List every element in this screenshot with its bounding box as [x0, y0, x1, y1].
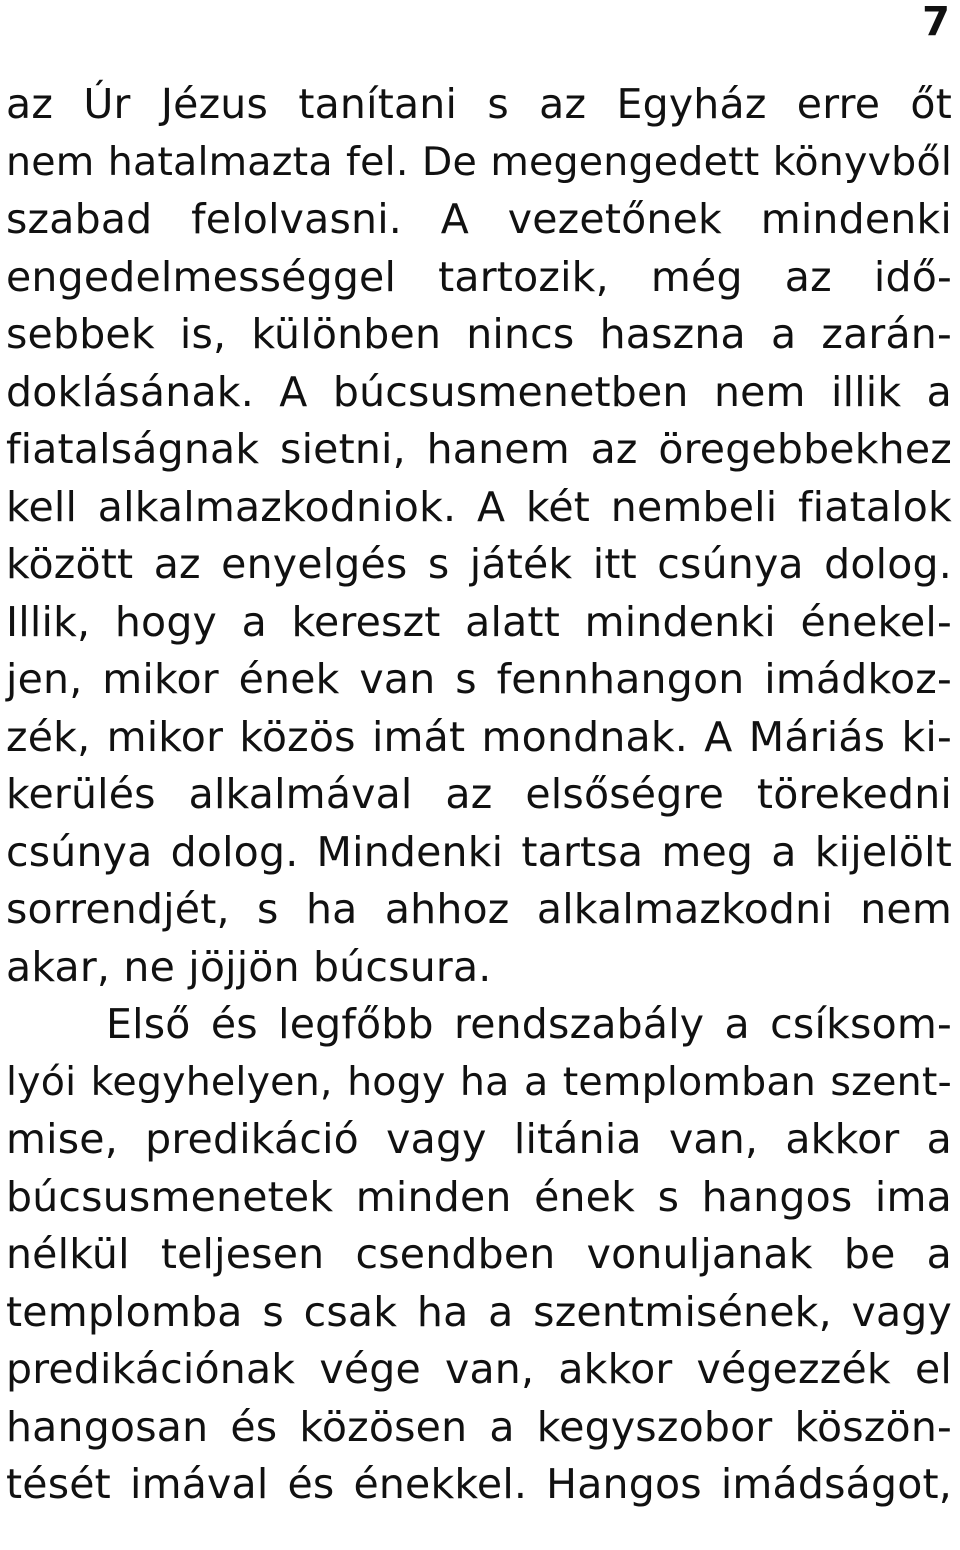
text-line: doklásának. A búcsusmenetben nem illik a — [6, 367, 952, 416]
page-number: 7 — [922, 0, 950, 45]
text-line: Illik, hogy a kereszt alatt mindenki énekel- — [6, 597, 952, 646]
text-line: akar, ne jöjjön búcsura. — [6, 942, 492, 991]
text-line: fiatalságnak sietni, hanem az öregebbekhez — [6, 425, 952, 473]
text-line: engedelmességgel tartozik, még az idő- — [6, 252, 952, 301]
text-line: búcsusmenetek minden ének s hangos ima — [6, 1172, 952, 1221]
text-line: kerülés alkalmával az elsőségre törekedni — [6, 770, 952, 818]
text-line: sorrendjét, s ha ahhoz alkalmazkodni nem — [6, 885, 952, 933]
text-line: mise, predikáció vagy litánia van, akkor a — [6, 1115, 952, 1163]
text-line: nem hatalmazta fel. De megengedett könyvből — [6, 138, 952, 185]
text-line: lyói kegyhelyen, hogy ha a templomban szent- — [6, 1058, 952, 1105]
text-line: között az enyelgés s játék itt csúnya dolog. — [6, 540, 952, 588]
text-line: jen, mikor ének van s fennhangon imádkoz- — [6, 655, 952, 703]
text-line: az Úr Jézus tanítani s az Egyház erre őt — [6, 80, 952, 128]
text-line: sebbek is, különben nincs haszna a zarán- — [6, 310, 952, 358]
text-line: tését imával és énekkel. Hangos imádságot, — [6, 1460, 952, 1508]
paragraph-first-line: Első és legfőbb rendszabály a csíksom- — [106, 1000, 952, 1048]
text-line: hangosan és közösen a kegyszobor köszön- — [6, 1402, 952, 1451]
text-line: nélkül teljesen csendben vonuljanak be a — [6, 1230, 952, 1278]
text-line: csúnya dolog. Mindenki tartsa meg a kijelölt — [6, 827, 952, 876]
text-line: kell alkalmazkodniok. A két nembeli fiatalok — [6, 482, 952, 531]
text-line: szabad felolvasni. A vezetőnek mindenki — [6, 195, 952, 243]
text-line: templomba s csak ha a szentmisének, vagy — [6, 1287, 952, 1336]
text-line: predikációnak vége van, akkor végezzék el — [6, 1345, 952, 1393]
body-text — [6, 76, 952, 1514]
text-line: zék, mikor közös imát mondnak. A Máriás ki- — [6, 712, 952, 761]
